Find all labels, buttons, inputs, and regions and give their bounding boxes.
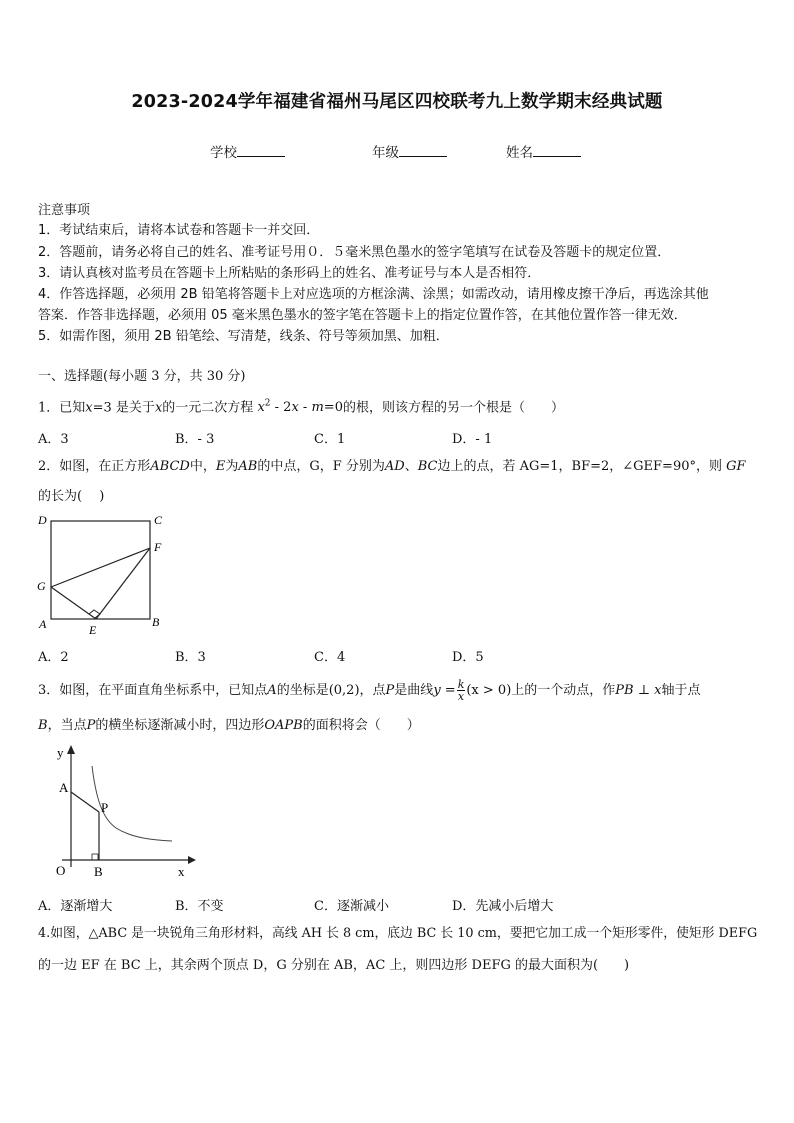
label-x: x xyxy=(178,864,185,879)
eq-m: m xyxy=(311,400,324,416)
grade-label: 年级 xyxy=(372,145,399,161)
label-o: O xyxy=(56,863,66,878)
q3-text: ，点 xyxy=(359,683,386,698)
label-c: C xyxy=(154,513,163,527)
q3-coord: (0,2) xyxy=(328,683,360,698)
notice-item: 答案．作答非选择题，必须用 05 毫米黑色墨水的签字笔在答题卡上的指定位置作答，在其他位置作答一律无效． xyxy=(38,308,687,323)
q3-cond: (x > 0) xyxy=(466,683,512,698)
label-a: A xyxy=(39,617,47,631)
q1-option-a[interactable]: A．3 xyxy=(38,432,69,447)
q1-option-d[interactable]: D．- 1 xyxy=(452,432,493,447)
label-a: A xyxy=(59,780,69,795)
segment-ap xyxy=(71,792,99,812)
q2-var: BC xyxy=(417,459,438,474)
q3-text: 的横坐标逐渐减小时，四边形 xyxy=(95,718,265,733)
q3-var: B xyxy=(38,718,48,733)
notice-item: 5．如需作图，须用 2B 铅笔绘、写清楚，线条、符号等须加黑、加粗． xyxy=(38,329,449,344)
square-abcd xyxy=(51,521,150,619)
q1-option-c[interactable]: C．1 xyxy=(314,432,346,447)
q3-perp: ⊥ xyxy=(633,683,655,698)
q3-number: 3． xyxy=(38,683,60,698)
q2-option-d[interactable]: D．5 xyxy=(452,650,484,665)
q3-line2 xyxy=(38,716,420,736)
question-2 xyxy=(38,457,746,477)
q1-option-b[interactable]: B．- 3 xyxy=(175,432,215,447)
eq-part: - xyxy=(298,400,312,416)
q2-text: 为 xyxy=(225,459,239,474)
q3-text: 上的一个动点，作 xyxy=(511,683,616,698)
page-title: 2023-2024学年福建省福州马尾区四校联考九上数学期末经典试题 xyxy=(131,92,663,112)
notice-heading: 注意事项 xyxy=(38,203,91,218)
q1-text: 已知 xyxy=(59,400,86,416)
right-angle-mark xyxy=(92,854,98,860)
q2-var: AB xyxy=(238,459,258,474)
question-1 xyxy=(38,394,564,418)
frac-den: x xyxy=(457,690,465,703)
q2-var: GF xyxy=(726,459,746,474)
name-field[interactable] xyxy=(506,141,581,161)
q3-text: 的坐标是 xyxy=(276,683,329,698)
q1-text: 的根，则该方程的另一个根是（ ） xyxy=(342,400,564,416)
eq-x: x xyxy=(257,400,265,416)
label-e: E xyxy=(89,623,97,637)
label-y: y xyxy=(57,745,64,760)
q2-var: ABCD xyxy=(150,459,190,474)
eq-sup: 2 xyxy=(264,399,271,409)
q3-text: 是曲线 xyxy=(394,683,434,698)
label-f: F xyxy=(154,540,162,554)
q2-var: AD xyxy=(384,459,405,474)
q3-option-a[interactable]: A．逐渐增大 xyxy=(38,899,113,914)
q3-var: OAPB xyxy=(264,718,303,733)
q3-var: PB xyxy=(615,683,634,698)
eq-part: - 2 xyxy=(270,400,292,416)
grade-blank[interactable] xyxy=(399,144,447,157)
q3-text: 的面积将会（ ） xyxy=(302,718,420,733)
name-label: 姓名 xyxy=(506,145,533,161)
frac-num: k xyxy=(457,678,465,691)
q2-option-b[interactable]: B．3 xyxy=(175,650,206,665)
label-d: D xyxy=(38,513,47,527)
eq-x: x xyxy=(291,400,299,416)
q3-text: ，当点 xyxy=(47,718,87,733)
q4-line2: 的一边 EF 在 BC 上，其余两个顶点 D，G 分别在 AB，AC 上，则四边形 DEFG 的最大面积为( ) xyxy=(38,958,630,973)
q3-option-c[interactable]: C．逐渐减小 xyxy=(314,899,389,914)
label-p: P xyxy=(101,800,109,815)
q3-var: A xyxy=(267,683,277,698)
q3-option-d[interactable]: D．先减小后增大 xyxy=(452,899,554,914)
q3-text: 如图，在平面直角坐标系中，已知点 xyxy=(59,683,268,698)
x-axis-arrow xyxy=(188,856,196,864)
q2-number: 2． xyxy=(38,459,60,474)
school-blank[interactable] xyxy=(237,144,285,157)
q2-text: 的中点，G，F 分别为 xyxy=(257,459,385,474)
q2-option-c[interactable]: C．4 xyxy=(314,650,346,665)
q2-option-a[interactable]: A．2 xyxy=(38,650,69,665)
q2-text: 边上的点，若 AG=1，BF=2，∠GEF=90°，则 xyxy=(437,459,722,474)
school-label: 学校 xyxy=(210,145,237,161)
q1-number: 1． xyxy=(38,400,60,416)
grade-field[interactable] xyxy=(372,141,447,161)
q2-text: 中， xyxy=(189,459,216,474)
q3-option-b[interactable]: B．不变 xyxy=(175,899,224,914)
q2-text: 如图，在正方形 xyxy=(59,459,151,474)
name-blank[interactable] xyxy=(533,144,581,157)
label-g: G xyxy=(37,579,46,593)
q3-var: P xyxy=(385,683,395,698)
q3-fraction xyxy=(457,679,466,702)
q1-text: =3 是关于 xyxy=(92,400,155,416)
q1-text: 的一元二次方程 xyxy=(162,400,254,416)
label-b: B xyxy=(94,864,103,879)
q1-var: x xyxy=(154,400,163,416)
q2-line2: 的长为( ) xyxy=(38,489,105,504)
y-axis-arrow xyxy=(67,745,75,754)
question-3 xyxy=(38,679,700,702)
notice-item: 2．答题前，请务必将自己的姓名、准考证号用０．５毫米黑色墨水的签字笔填写在试卷及答题卡的规定位置． xyxy=(38,245,671,260)
q2-var: E xyxy=(215,459,226,474)
q1-equation xyxy=(257,400,343,415)
q1-var: x xyxy=(85,400,93,416)
q3-var: x xyxy=(654,683,662,698)
q3-graph-figure xyxy=(40,740,210,880)
notice-item: 1．考试结束后，请将本试卷和答题卡一并交回． xyxy=(38,223,320,238)
q2-text: 、 xyxy=(404,459,418,474)
notice-item: 4．作答选择题，必须用 2B 铅笔将答题卡上对应选项的方框涂满、涂黑；如需改动，请用橡皮擦干净后，再选涂其他 xyxy=(38,287,709,302)
q3-func: y = xyxy=(433,683,456,698)
question-4: 4.如图，△ABC 是一块锐角三角形材料，高线 AH 长 8 cm，底边 BC 长 10 cm，要把它加工成一个矩形零件，使矩形 DEFG xyxy=(38,926,758,941)
section-heading: 一、选择题(每小题 3 分，共 30 分) xyxy=(38,369,246,384)
q3-text: 轴于点 xyxy=(661,683,701,698)
notice-item: 3．请认真核对监考员在答题卡上所粘贴的条形码上的姓名、准考证号与本人是否相符． xyxy=(38,266,541,281)
eq-part: =0 xyxy=(323,400,343,416)
q2-square-figure xyxy=(30,508,180,640)
q3-var: P xyxy=(86,718,96,733)
label-b: B xyxy=(152,615,160,629)
school-field[interactable] xyxy=(210,141,285,161)
